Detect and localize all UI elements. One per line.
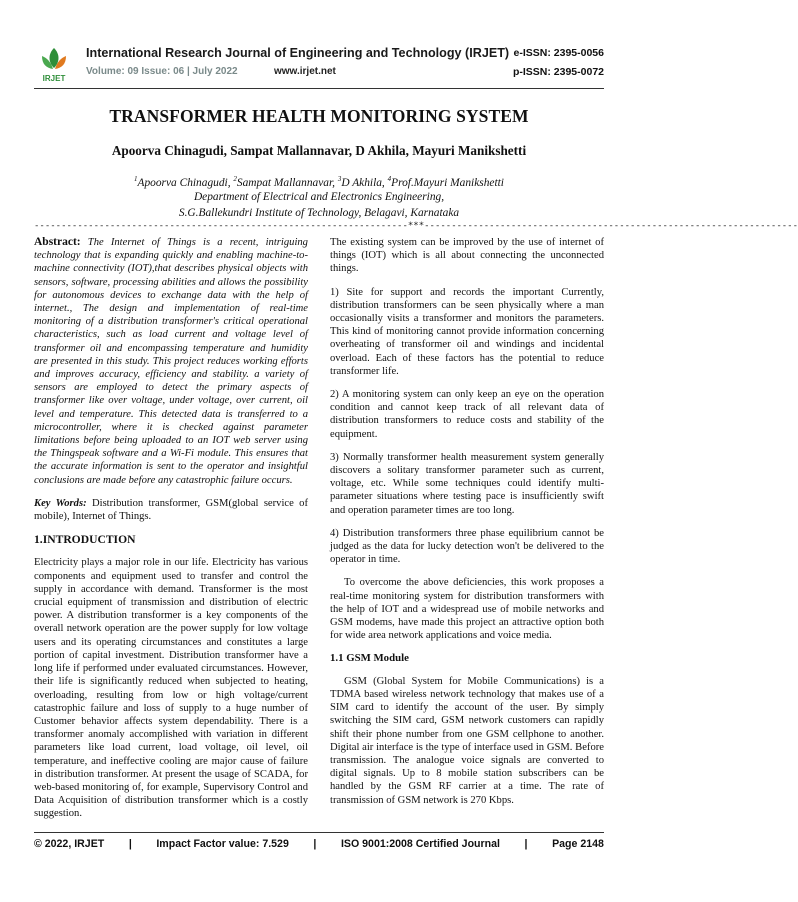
journal-name: International Research Journal of Engineering and Technology (IRJET): [86, 46, 510, 60]
abstract-label: Abstract:: [34, 236, 81, 248]
keywords-text: Distribution transformer, GSM(global service of mobile), Internet of Things.: [34, 497, 308, 523]
volume-issue: Volume: 09 Issue: 06 | July 2022: [86, 66, 238, 77]
right-paragraph-5: 4) Distribution transformers three phase equilibrium cannot be judged as the data for lucky detection won't be delivered to the operator in time.: [330, 527, 604, 566]
page-footer: [34, 838, 604, 850]
gsm-heading: 1.1 GSM Module: [330, 652, 409, 665]
footer-separator: |: [128, 838, 132, 850]
footer-page-number: Page 2148: [552, 838, 604, 850]
leaf-logo-icon: [34, 44, 74, 84]
paper-authors: Apoorva Chinagudi, Sampat Mallannavar, D Akhila, Mayuri Manikshetti: [111, 143, 527, 158]
section-separator: ---------------------------------------------------------------------***---------------------------------------------------------------------: [34, 221, 798, 231]
keywords: [34, 497, 308, 523]
paper-title: TRANSFORMER HEALTH MONITORING SYSTEM: [109, 106, 529, 126]
journal-website[interactable]: www.irjet.net: [274, 66, 336, 77]
abstract: [34, 236, 308, 487]
intro-paragraph: Electricity plays a major role in our life. Electricity has various components and equipment used to transfer and control the supply in accordance with demand. Transformer is the most crucial equipment of transmission and distribution of electric power. A distribution transformer is a key components of the overall network operation are the power supply for low voltage users and its operating circumstances and constitutes a large portion of capital investment. Distribution transformer have a long life if performed under evaluated circumstances. However, their life is significantly reduced when subjected to heating, overloading, resulting from low or high voltage/current catastrophic failure and loss of supply to a huge number of Customer behavior affects system dependability. There is a transformer anomaly accomplished with variation in different parameters like load current, load voltage, oil level, oil temperature, and ineffective cooling are major cause of failure in distribution transformer. At present the usage of SCADA, for web-based monitoring of, for example, Supervisory Control and Data Acquisition of distribution transformer which is a costly suggestion.: [34, 557, 308, 820]
footer-iso: ISO 9001:2008 Certified Journal: [340, 838, 500, 850]
footer-separator: |: [524, 838, 528, 850]
right-paragraph-4: 3) Normally transformer health measurement system generally discovers a solitary transformer parameter such as current, voltage, etc. While some techniques could identify multi-parameter situations where testing pace is insufficiently swift and operation parameter times are too long.: [330, 451, 604, 516]
left-column: [34, 236, 308, 831]
keywords-label: Key Words:: [34, 497, 87, 509]
affiliation-authors: $^1$Apoorva Chinagudi, $^2$Sampat Mallannavar, $^3$D Akhila, $^4$Prof.Mayuri Manikshetti: [134, 175, 504, 189]
intro-heading: 1.INTRODUCTION: [34, 533, 136, 547]
page-header: [34, 44, 604, 84]
eissn: e-ISSN: 2395-0056: [513, 47, 604, 59]
logo-text: IRJET: [42, 74, 66, 83]
right-paragraph-6: To overcome the above deficiencies, this work proposes a real-time monitoring system for distribution transformers with the help of IOT and a widespread use of mobile networks and GSM modems, have made this project an attractive option both for wide area network applications and voice media.: [330, 577, 604, 642]
header-divider: [34, 88, 604, 89]
affiliation-department: Department of Electrical and Electronics Engineering,: [193, 191, 445, 203]
footer-divider: [34, 832, 604, 833]
right-paragraph-2: 1) Site for support and records the important Currently, distribution transformers can be seen physically where a man occasionally visits a transformer and monitors the parameters. This kind of monitoring cannot provide information concerning overheating of transformer oil and windings and incidental overload. Each of these factors has the potential to reduce transformer life.: [330, 286, 604, 377]
right-paragraph-3: 2) A monitoring system can only keep an eye on the operation condition and cannot keep track of all relevant data of distribution transformers to reduce costs and stability of the equipment.: [330, 389, 604, 440]
footer-separator: |: [313, 838, 317, 850]
gsm-paragraph: GSM (Global System for Mobile Communications) is a TDMA based wireless network technology that makes use of a SIM card to identify the account of the user. By simply switching the SIM card, GSM network customers can rapidly shift their phone number from one GSM cellphone to another. Digital air interface is the type of interface used in GSM. Before transmission. The analogue voice signals are converted to digital signals. Up to 8 mobile station subscribers can be handled by the GSM RF carrier at a time. The rate of transmission of GSM network is 270 Kbps.: [330, 675, 604, 806]
footer-impact-factor: Impact Factor value: 7.529: [156, 838, 289, 850]
right-column: [330, 236, 604, 817]
footer-copyright: © 2022, IRJET: [34, 838, 105, 850]
irjet-logo: [34, 44, 74, 84]
pissn: p-ISSN: 2395-0072: [512, 66, 604, 78]
affiliation-institute: S.G.Ballekundri Institute of Technology, Belagavi, Karnataka: [178, 207, 460, 219]
abstract-text: The Internet of Things is a recent, intriguing technology that is expanding quickly and enabling machine-to-machine connectivity (IOT),that describes physical objects with sensors, software, processing abilities and allows the possibility for autonomous devices to exchange data with the help of internet., The design and implementation of real-time monitoring of a distribution transformer's critical operational characteristics, such as load current and voltage level of transformer oil and encompassing temperature and humidity are presented in this study. This project reduces working efforts and improves accuracy, efficiency and stability. a variety of sensors are employed to detect the primary aspects of transformer like over voltage, under voltage, over current, oil level and temperature. This detected data is transferred to a microcontroller, where it is checked against parameter limitations before being uploaded to an IOT web server using the Thingspeak software and a Wi-Fi module. This ensures that the accurate information is sent to the operator and insightful conclusions are made before any catastrophic failure occurs.: [34, 237, 308, 486]
right-paragraph-1: The existing system can be improved by the use of internet of things (IOT) which is all about connecting the unconnected things.: [330, 237, 604, 275]
